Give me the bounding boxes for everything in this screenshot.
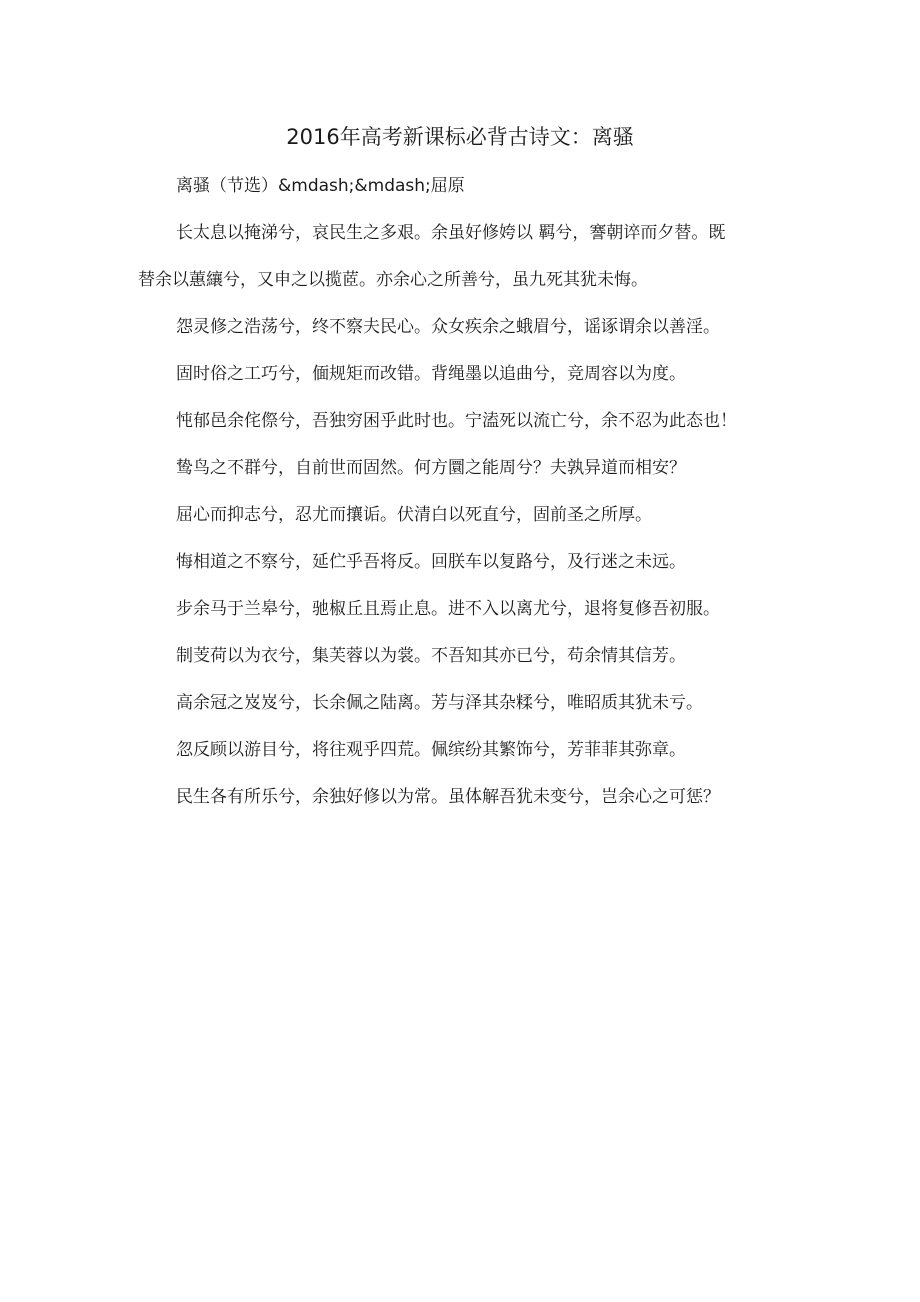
paragraph-1: [138, 221, 788, 292]
paragraph-3: 固时俗之工巧兮，偭规矩而改错。背绳墨以追曲兮，竞周容以为度。: [176, 364, 686, 384]
paragraph-8: 步余马于兰皋兮，驰椒丘且焉止息。进不入以离尤兮，退将复修吾初服。: [176, 599, 720, 619]
subtitle: 离骚（节选）&mdash;&mdash;屈原: [176, 176, 465, 196]
document-body: [138, 174, 788, 832]
paragraph-11: 忽反顾以游目兮，将往观乎四荒。佩缤纷其繁饰兮，芳菲菲其弥章。: [176, 740, 686, 760]
paragraph-6: 屈心而抑志兮，忍尤而攘诟。伏清白以死直兮，固前圣之所厚。: [176, 505, 652, 525]
paragraph-12: 民生各有所乐兮，余独好修以为常。虽体解吾犹未变兮，岂余心之可惩？: [176, 787, 720, 807]
paragraph-9: 制芰荷以为衣兮，集芙蓉以为裳。不吾知其亦已兮，苟余情其信芳。: [176, 646, 686, 666]
paragraph-4: 忳郁邑余侘傺兮，吾独穷困乎此时也。宁溘死以流亡兮，余不忍为此态也！: [176, 411, 737, 431]
paragraph-7: 悔相道之不察兮，延伫乎吾将反。回朕车以复路兮，及行迷之未远。: [176, 552, 686, 572]
paragraph-1-line-2: 替余以蕙纕兮，又申之以揽茝。亦余心之所善兮，虽九死其犹未悔。: [138, 270, 648, 290]
paragraph-1-line-1: 长太息以掩涕兮，哀民生之多艰。余虽好修姱以 羁兮，謇朝谇而夕替。既: [176, 223, 726, 243]
paragraph-10: 高余冠之岌岌兮，长余佩之陆离。芳与泽其杂糅兮，唯昭质其犹未亏。: [176, 693, 703, 713]
document-title: 2016年高考新课标必背古诗文：离骚: [286, 125, 634, 149]
paragraph-2: 怨灵修之浩荡兮，终不察夫民心。众女疾余之蛾眉兮，谣诼谓余以善淫。: [176, 317, 720, 337]
paragraph-5: 鸷鸟之不群兮，自前世而固然。何方圜之能周兮？夫孰异道而相安？: [176, 458, 686, 478]
